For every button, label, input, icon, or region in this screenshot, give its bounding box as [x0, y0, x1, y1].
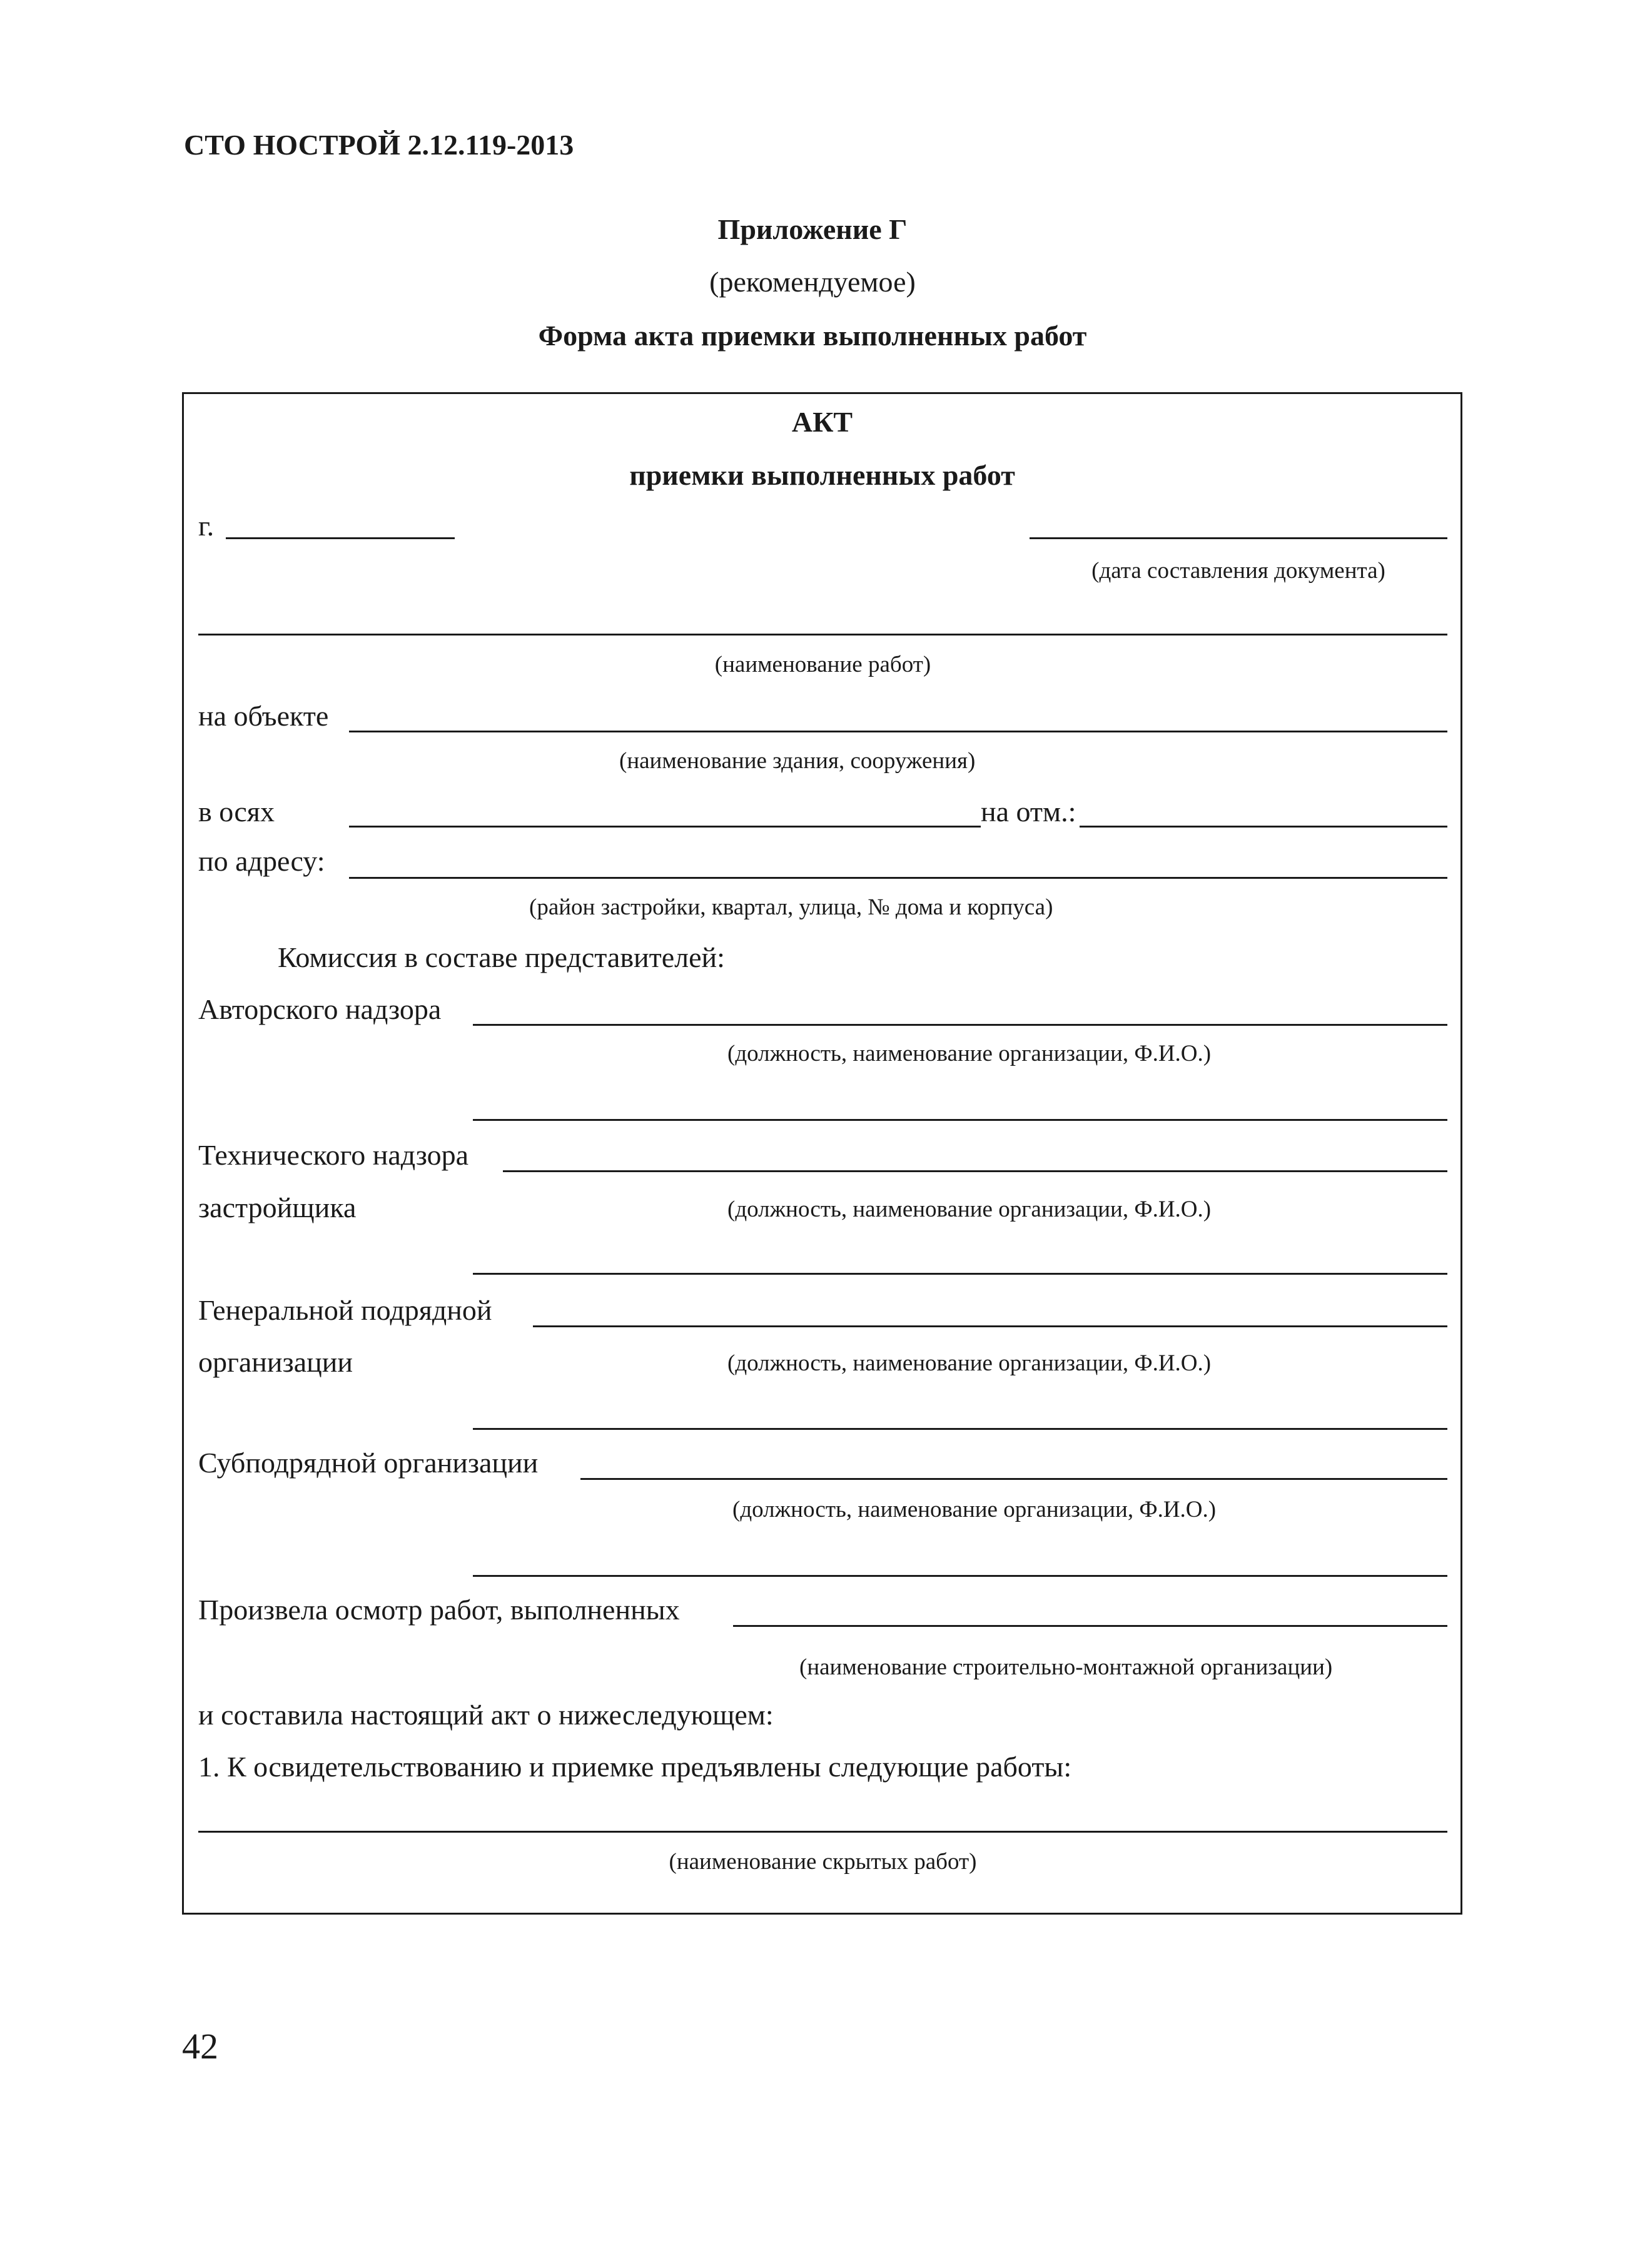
city-field[interactable]: [226, 537, 455, 539]
act-subtitle: приемки выполненных работ: [629, 459, 1015, 491]
subcontractor-caption: (должность, наименование организации, Ф.И.О.): [732, 1497, 1217, 1522]
date-caption: (дата составления документа): [1091, 558, 1385, 584]
address-caption: (район застройки, квартал, улица, № дома и корпуса): [529, 894, 1053, 920]
address-field[interactable]: [349, 877, 1447, 879]
date-field[interactable]: [1030, 537, 1447, 539]
inspection-caption: (наименование строительно-монтажной организации): [799, 1654, 1333, 1680]
technical-supervision-field-2[interactable]: [473, 1273, 1447, 1275]
author-supervision-caption: (должность, наименование организации, Ф.И.О.): [727, 1041, 1212, 1066]
technical-supervision-label-1: Технического надзора: [198, 1139, 469, 1171]
author-supervision-field-2[interactable]: [473, 1119, 1447, 1121]
object-field[interactable]: [349, 731, 1447, 732]
subcontractor-field-2[interactable]: [473, 1575, 1447, 1577]
hidden-works-field[interactable]: [198, 1831, 1447, 1833]
standard-code: СТО НОСТРОЙ 2.12.119-2013: [184, 129, 574, 161]
object-label: на объекте: [198, 700, 329, 732]
author-supervision-label: Авторского надзора: [198, 993, 442, 1025]
hidden-works-caption: (наименование скрытых работ): [669, 1849, 977, 1875]
drafted-text: и составила настоящий акт о нижеследующем:: [198, 1699, 774, 1731]
general-contractor-field-2[interactable]: [473, 1428, 1447, 1430]
elevation-label: на отм.:: [981, 795, 1080, 828]
works-caption: (наименование работ): [714, 652, 931, 677]
axes-label: в осях: [198, 796, 275, 828]
general-contractor-label-1: Генеральной подрядной: [198, 1294, 492, 1326]
act-title: АКТ: [791, 406, 853, 438]
inspection-label: Произвела осмотр работ, выполненных: [198, 1594, 680, 1626]
technical-supervision-caption: (должность, наименование организации, Ф.И.О.): [727, 1197, 1212, 1222]
address-label: по адресу:: [198, 845, 325, 877]
general-contractor-field[interactable]: [533, 1325, 1447, 1327]
appendix-title: Приложение Г: [717, 213, 908, 245]
works-name-field[interactable]: [198, 634, 1447, 635]
subcontractor-field[interactable]: [580, 1478, 1447, 1480]
item-1-text: 1. К освидетельствованию и приемке предъявлены следующие работы:: [198, 1751, 1072, 1783]
subcontractor-label: Субподрядной организации: [198, 1447, 539, 1479]
technical-supervision-label-2: застройщика: [198, 1192, 357, 1223]
page-number: 42: [182, 2026, 218, 2067]
commission-intro: Комиссия в составе представителей:: [278, 941, 725, 973]
form-title: Форма акта приемки выполненных работ: [538, 320, 1087, 352]
general-contractor-caption: (должность, наименование организации, Ф.И.О.): [727, 1350, 1212, 1376]
technical-supervision-field[interactable]: [503, 1170, 1447, 1172]
author-supervision-field[interactable]: [473, 1024, 1447, 1026]
inspection-field[interactable]: [733, 1625, 1447, 1627]
object-caption: (наименование здания, сооружения): [619, 748, 976, 774]
axes-field[interactable]: [349, 826, 1447, 828]
city-prefix: г.: [198, 510, 215, 542]
general-contractor-label-2: организации: [198, 1346, 353, 1378]
appendix-type: (рекомендуемое): [709, 266, 916, 298]
